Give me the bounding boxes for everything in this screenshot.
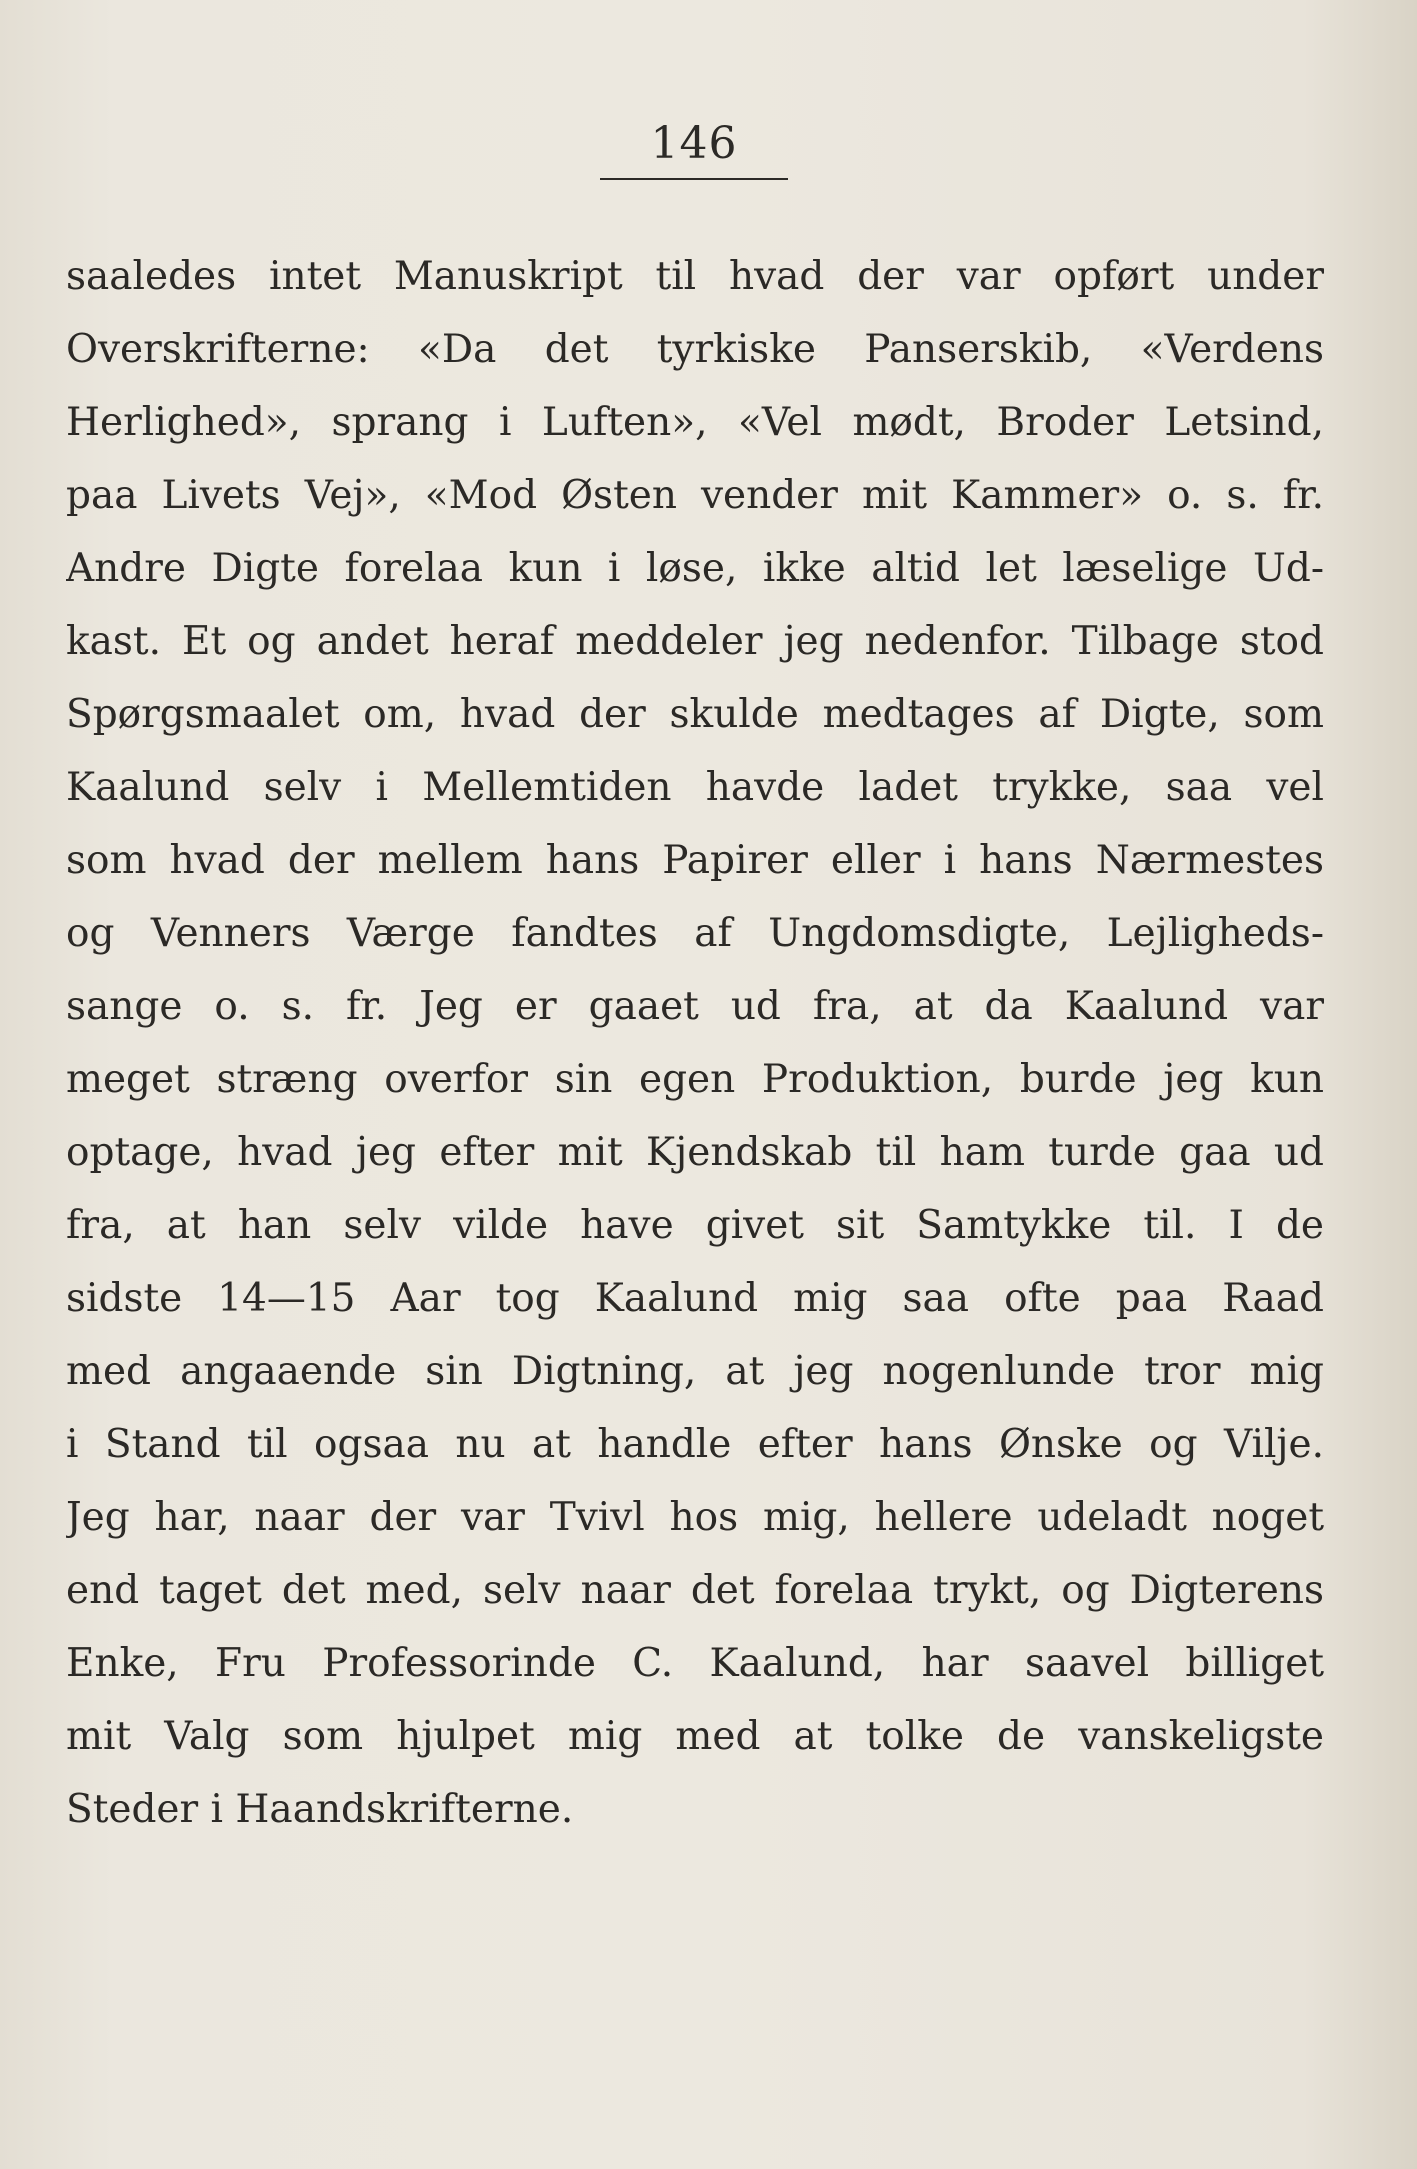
page-number: 146 xyxy=(650,118,738,169)
text-line: med angaaende sin Digtning, at jeg nogenlunde tror mig xyxy=(66,1349,1324,1394)
text-line: kast. Et og andet heraf meddeler jeg nedenfor. Tilbage stod xyxy=(66,619,1324,664)
text-line: paa Livets Vej», «Mod Østen vender mit Kammer» o. s. fr. xyxy=(66,473,1324,518)
text-line: fra, at han selv vilde have givet sit Samtykke til. I de xyxy=(66,1203,1324,1248)
text-line: optage, hvad jeg efter mit Kjendskab til ham turde gaa ud xyxy=(66,1130,1324,1175)
text-line: Steder i Haandskrifterne. xyxy=(66,1787,574,1832)
text-line: Andre Digte forelaa kun i løse, ikke altid let læselige Ud- xyxy=(66,546,1324,591)
text-line: mit Valg som hjulpet mig med at tolke de vanskeligste xyxy=(66,1714,1324,1759)
text-line: end taget det med, selv naar det forelaa trykt, og Digterens xyxy=(66,1568,1324,1613)
text-line: Enke, Fru Professorinde C. Kaalund, har saavel billiget xyxy=(66,1641,1324,1686)
text-line: Kaalund selv i Mellemtiden havde ladet trykke, saa vel xyxy=(66,765,1324,810)
page-number-rule xyxy=(600,178,788,180)
text-line: sidste 14—15 Aar tog Kaalund mig saa ofte paa Raad xyxy=(66,1276,1324,1321)
text-line: Overskrifterne: «Da det tyrkiske Panserskib, «Verdens xyxy=(66,327,1324,372)
text-line: og Venners Værge fandtes af Ungdomsdigte, Lejligheds- xyxy=(66,911,1324,956)
text-line: saaledes intet Manuskript til hvad der var opført under xyxy=(66,254,1324,299)
text-line: Jeg har, naar der var Tvivl hos mig, hellere udeladt noget xyxy=(66,1495,1324,1540)
text-line: i Stand til ogsaa nu at handle efter hans Ønske og Vilje. xyxy=(66,1422,1324,1467)
text-line: Spørgsmaalet om, hvad der skulde medtages af Digte, som xyxy=(66,692,1324,737)
text-line: Herlighed», sprang i Luften», «Vel mødt, Broder Letsind, xyxy=(66,400,1324,445)
text-line: som hvad der mellem hans Papirer eller i hans Nærmestes xyxy=(66,838,1324,883)
text-line: sange o. s. fr. Jeg er gaaet ud fra, at da Kaalund var xyxy=(66,984,1324,1029)
body-paragraph xyxy=(66,240,1324,1846)
text-line: meget stræng overfor sin egen Produktion, burde jeg kun xyxy=(66,1057,1324,1102)
